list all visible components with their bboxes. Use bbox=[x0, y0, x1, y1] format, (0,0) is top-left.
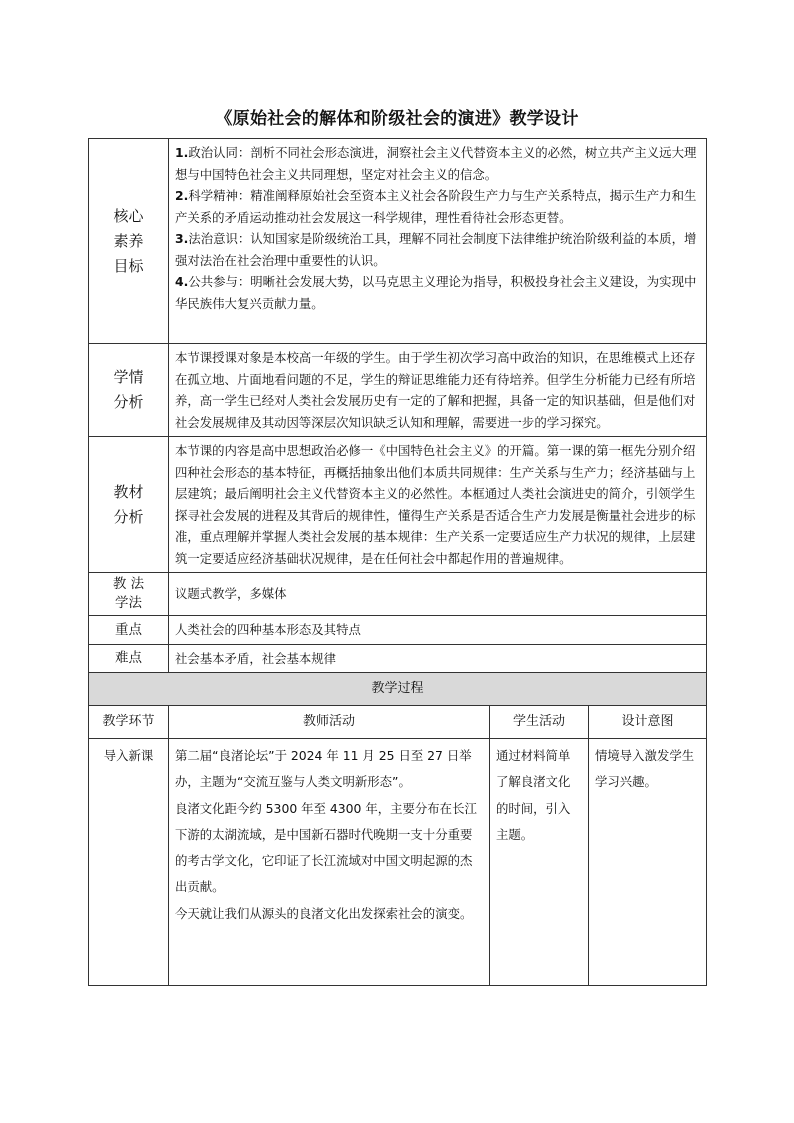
material-analysis-text: 本节课的内容是高中思想政治必修一《中国特色社会主义》的开篇。第一课的第一框先分别介绍四种社会形态的基本特征，再概括抽象出他们本质共同规律：生产关系与生产力；经济基础与上层建筑；最后阐明社会主义代替资本主义的必然性。本框通过人类社会演进史的简介，引领学生探寻社会发展的进程及其背后的规律性，懂得生产关系是否适合生产力发展是衡量社会进步的标准，重点理解并掌握人类社会发展的基本规律：生产关系一定要适应生产力状况的规律，上层建筑一定要适应经济基础状况规律，是在任何社会中都起作用的普遍规律。 bbox=[169, 437, 707, 573]
teacher-activity-cell bbox=[169, 739, 490, 986]
process-heading: 教学过程 bbox=[89, 673, 707, 706]
process-heading-row bbox=[89, 673, 707, 706]
teacher-activity-paragraph: 今天就让我们从源头的良渚文化出发探索社会的演变。 bbox=[175, 905, 473, 921]
column-header-intent: 设计意图 bbox=[589, 706, 707, 739]
lesson-plan-table bbox=[88, 138, 707, 986]
teacher-activity-paragraph: 良渚文化距今约 5300 年至 4300 年，主要分布在长江下游的太湖流域，是中国新石器时代晚期一支十分重要的考古学文化，它印证了长江流域对中国文明起源的杰出贡献。 bbox=[175, 800, 477, 895]
teaching-method-label: 教 法 学法 bbox=[89, 573, 169, 616]
key-point-row bbox=[89, 616, 707, 645]
key-point-text: 人类社会的四种基本形态及其特点 bbox=[169, 616, 707, 645]
difficulty-label: 难点 bbox=[89, 644, 169, 673]
design-intent-cell: 情境导入激发学生学习兴趣。 bbox=[589, 739, 707, 986]
teacher-activity-paragraph: 第二届“良渚论坛”于 2024 年 11 月 25 日至 27 日举办，主题为“交流互鉴与人类文明新形态”。 bbox=[175, 748, 472, 790]
difficulty-row bbox=[89, 644, 707, 673]
student-analysis-label: 学情 分析 bbox=[89, 344, 169, 437]
material-analysis-label: 教材 分析 bbox=[89, 437, 169, 573]
core-goal-item: 4.公共参与：明晰社会发展大势，以马克思主义理论为指导，积极投身社会主义建设，为实现中华民族伟大复兴贡献力量。 bbox=[175, 274, 697, 311]
core-goal-item: 3.法治意识：认知国家是阶级统治工具，理解不同社会制度下法律维护统治阶级利益的本质，增强对法治在社会治理中重要性的认识。 bbox=[175, 231, 697, 268]
core-goal-item: 1.政治认同：剖析不同社会形态演进，洞察社会主义代替资本主义的必然，树立共产主义远大理想与中国特色社会主义共同理想，坚定对社会主义的信念。 bbox=[175, 145, 697, 182]
core-literacy-label: 核心 素养 目标 bbox=[89, 139, 169, 344]
difficulty-text: 社会基本矛盾，社会基本规律 bbox=[169, 644, 707, 673]
core-goal-item: 2.科学精神：精准阐释原始社会至资本主义社会各阶段生产力与生产关系特点，揭示生产力和生产关系的矛盾运动推动社会发展这一科学规律，理性看待社会形态更替。 bbox=[175, 188, 697, 225]
key-point-label: 重点 bbox=[89, 616, 169, 645]
student-analysis-text: 本节课授课对象是本校高一年级的学生。由于学生初次学习高中政治的知识，在思维模式上还存在孤立地、片面地看问题的不足，学生的辩证思维能力还有待培养。但学生分析能力已经有所培养，高一学生已经对人类社会发展历史有一定的了解和把握，具备一定的知识基础，但是他们对社会发展规律及其动因等深层次知识缺乏认知和理解，需要进一步的学习探究。 bbox=[169, 344, 707, 437]
core-literacy-row bbox=[89, 139, 707, 344]
student-analysis-row bbox=[89, 344, 707, 437]
teaching-method-text: 议题式教学，多媒体 bbox=[169, 573, 707, 616]
teaching-method-row bbox=[89, 573, 707, 616]
student-activity-cell: 通过材料简单了解良渚文化的时间，引入主题。 bbox=[490, 739, 589, 986]
column-header-teacher: 教师活动 bbox=[169, 706, 490, 739]
column-header-stage: 教学环节 bbox=[89, 706, 169, 739]
core-literacy-content bbox=[169, 139, 707, 344]
process-column-header-row bbox=[89, 706, 707, 739]
process-row bbox=[89, 739, 707, 986]
document-title: 《原始社会的解体和阶级社会的演进》教学设计 bbox=[215, 109, 579, 129]
column-header-student: 学生活动 bbox=[490, 706, 589, 739]
material-analysis-row bbox=[89, 437, 707, 573]
stage-cell: 导入新课 bbox=[89, 739, 169, 986]
